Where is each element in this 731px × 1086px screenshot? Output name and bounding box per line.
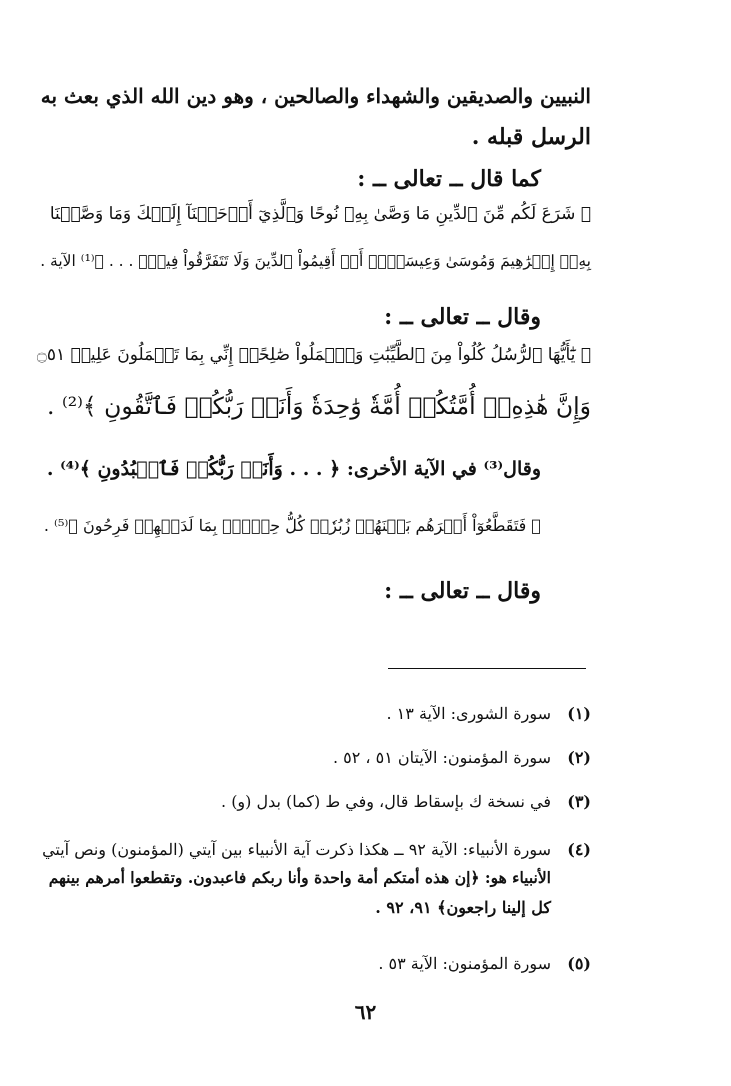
footnote-number-3: (٣) bbox=[567, 792, 591, 811]
body-line-3: كما قال ــ تعالى ــ : bbox=[357, 166, 541, 192]
quran-verse-3: ﴿ فَتَقَطَّعُوٓاْ أَمۡرَهُم بَيۡنَهُمۡ زُبُرٗاۖ كُلُّ حِزۡبِۢ بِمَا لَدَيۡهِمۡ فَرِحُونَ ﴾⁽⁵⁾ . bbox=[43, 516, 541, 535]
footnote-text-5: سورة المؤمنون: الآية ٥٣ . bbox=[378, 954, 551, 973]
footnote-text-2: سورة المؤمنون: الآيتان ٥١ ، ٥٢ . bbox=[332, 748, 551, 767]
quran-verse-2a: ﴿ يَٰٓأَيُّهَا ٱلرُّسُلُ كُلُواْ مِنَ ٱلطَّيِّبَٰتِ وَٱعۡمَلُواْ صَٰلِحًاۖ إِنِّي بِمَا تَعۡمَلُونَ عَلِيمٞ ۝٥١ bbox=[36, 345, 591, 365]
footnote-text-1: سورة الشورى: الآية ١٣ . bbox=[386, 704, 551, 723]
footnote-number-5: (٥) bbox=[567, 954, 591, 973]
body-line-2: الرسل قبله . bbox=[471, 124, 591, 150]
body-line-5: وقال⁽³⁾ في الآية الأخرى: ﴿ . . . وَأَنَا۠ رَبُّكُمۡ فَٱعۡبُدُونِ ﴾⁽⁴⁾ . bbox=[46, 458, 541, 480]
quran-verse-1a: ﴿ شَرَعَ لَكُم مِّنَ ٱلدِّينِ مَا وَصَّىٰ بِهِۦ نُوحًا وَٱلَّذِيٓ أَوۡحَيۡنَآ إِلَيۡكَ وَمَا وَصَّيۡنَا bbox=[49, 204, 591, 224]
footnote-number-1: (١) bbox=[567, 704, 591, 723]
footnote-text-4-line-3: كل إلينا راجعون﴾ ٩١، ٩٢ . bbox=[375, 898, 551, 917]
footnote-text-3: في نسخة ك بإسقاط قال، وفي ط (كما) بدل (و) . bbox=[221, 792, 551, 811]
page-number: ٦٢ bbox=[354, 1000, 377, 1024]
body-line-6: وقال ــ تعالى ــ : bbox=[384, 578, 541, 604]
footnote-number-4: (٤) bbox=[567, 840, 591, 859]
footnote-text-4-line-2: الأنبياء هو: ﴿إن هذه أمتكم أمة واحدة وأنا ربكم فاعبدون. وتقطعوا أمرهم بينهم bbox=[48, 868, 551, 887]
body-line-1: النبيين والصديقين والشهداء والصالحين ، وهو دين الله الذي بعث به bbox=[40, 84, 591, 108]
footnote-divider bbox=[388, 668, 586, 669]
quran-verse-2b: وَإِنَّ هَٰذِهِۦٓ أُمَّتُكُمۡ أُمَّةٗ وَٰحِدَةٗ وَأَنَا۠ رَبُّكُمۡ فَٱتَّقُونِ ﴾⁽²⁾ . bbox=[47, 392, 591, 420]
body-line-4: وقال ــ تعالى ــ : bbox=[384, 304, 541, 330]
footnote-text-4-line-1: سورة الأنبياء: الآية ٩٢ ــ هكذا ذكرت آية الأنبياء بين آيتي (المؤمنون) ونص آيتي bbox=[42, 840, 551, 859]
footnote-number-2: (٢) bbox=[567, 748, 591, 767]
quran-verse-1b: بِهِۦٓ إِبۡرَٰهِيمَ وَمُوسَىٰ وَعِيسَىٰٓۖ أَنۡ أَقِيمُواْ ٱلدِّينَ وَلَا تَتَفَرَّقُواْ فِيهِۚ . . . ﴾⁽¹⁾ الآية . bbox=[40, 252, 591, 270]
